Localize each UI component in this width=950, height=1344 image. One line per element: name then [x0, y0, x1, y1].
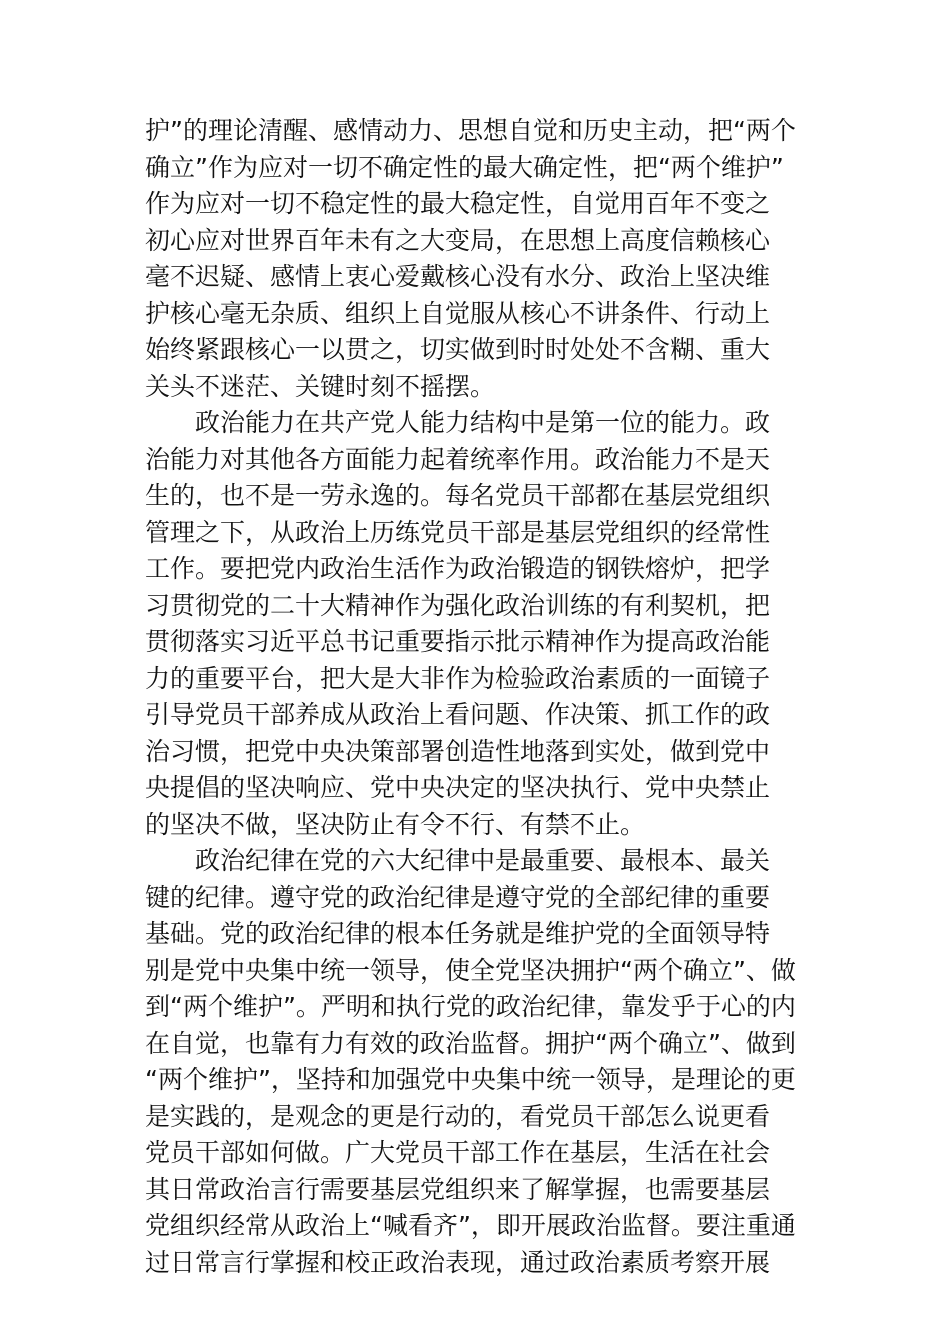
- paragraph-first-line: 政治能力在共产党人能力结构中是第一位的能力。政: [145, 408, 771, 437]
- text-line: 的坚决不做，坚决防止有令不行、有禁不止。: [145, 809, 646, 839]
- text-line: 护核心毫无杂质、组织上自觉服从核心不讲条件、行动上: [145, 298, 771, 328]
- text-line: 党员干部如何做。广大党员干部工作在基层，生活在社会: [145, 1138, 771, 1167]
- text-line: “两个维护”，坚持和加强党中央集中统一领导，是理论的更: [145, 1065, 796, 1094]
- text-line: 始终紧跟核心一以贯之，切实做到时时处处不含糊、重大: [145, 335, 771, 364]
- paragraph-first-line: 政治纪律在党的六大纪律中是最重要、最根本、最关: [145, 846, 771, 875]
- text-line: 到“两个维护”。严明和执行党的政治纪律，靠发乎于心的内: [145, 992, 796, 1021]
- text-line: 确立”作为应对一切不确定性的最大确定性，把“两个维护”: [145, 152, 784, 182]
- text-line: 是实践的，是观念的更是行动的，看党员干部怎么说更看: [145, 1101, 771, 1131]
- text-line: 工作。要把党内政治生活作为政治锻造的钢铁熔炉，把学: [145, 554, 771, 583]
- text-line: 管理之下，从政治上历练党员干部是基层党组织的经常性: [145, 517, 771, 547]
- text-line: 力的重要平台，把大是大非作为检验政治素质的一面镜子: [145, 663, 771, 693]
- text-line: 毫不迟疑、感情上衷心爱戴核心没有水分、政治上坚决维: [145, 262, 771, 291]
- text-line: 关头不迷茫、关键时刻不摇摆。: [145, 371, 496, 401]
- text-line: 护”的理论清醒、感情动力、思想自觉和历史主动，把“两个: [145, 116, 796, 145]
- text-line: 治能力对其他各方面能力起着统率作用。政治能力不是天: [145, 444, 771, 474]
- text-line: 初心应对世界百年未有之大变局，在思想上高度信赖核心: [145, 225, 771, 255]
- text-line: 其日常政治言行需要基层党组织来了解掌握，也需要基层: [145, 1174, 771, 1204]
- text-line: 键的纪律。遵守党的政治纪律是遵守党的全部纪律的重要: [145, 882, 771, 912]
- text-line: 别是党中央集中统一领导，使全党坚决拥护“两个确立”、做: [145, 955, 796, 985]
- text-line: 贯彻落实习近平总书记重要指示批示精神作为提高政治能: [145, 627, 771, 656]
- text-line: 基础。党的政治纪律的根本任务就是维护党的全面领导特: [145, 919, 771, 948]
- text-line: 习贯彻党的二十大精神作为强化政治训练的有利契机，把: [145, 590, 771, 620]
- text-line: 过日常言行掌握和校正政治表现，通过政治素质考察开展: [145, 1247, 771, 1277]
- text-line: 生的，也不是一劳永逸的。每名党员干部都在基层党组织: [145, 481, 771, 510]
- text-line: 党组织经常从政治上“喊看齐”，即开展政治监督。要注重通: [145, 1211, 796, 1240]
- text-line: 作为应对一切不稳定性的最大稳定性，自觉用百年不变之: [145, 189, 771, 218]
- text-line: 在自觉，也靠有力有效的政治监督。拥护“两个确立”、做到: [145, 1028, 796, 1058]
- document-body: [145, 113, 809, 1281]
- text-line: 治习惯，把党中央决策部署创造性地落到实处，做到党中: [145, 736, 771, 766]
- text-line: 央提倡的坚决响应、党中央决定的坚决执行、党中央禁止: [145, 773, 771, 802]
- text-line: 引导党员干部养成从政治上看问题、作决策、抓工作的政: [145, 700, 771, 729]
